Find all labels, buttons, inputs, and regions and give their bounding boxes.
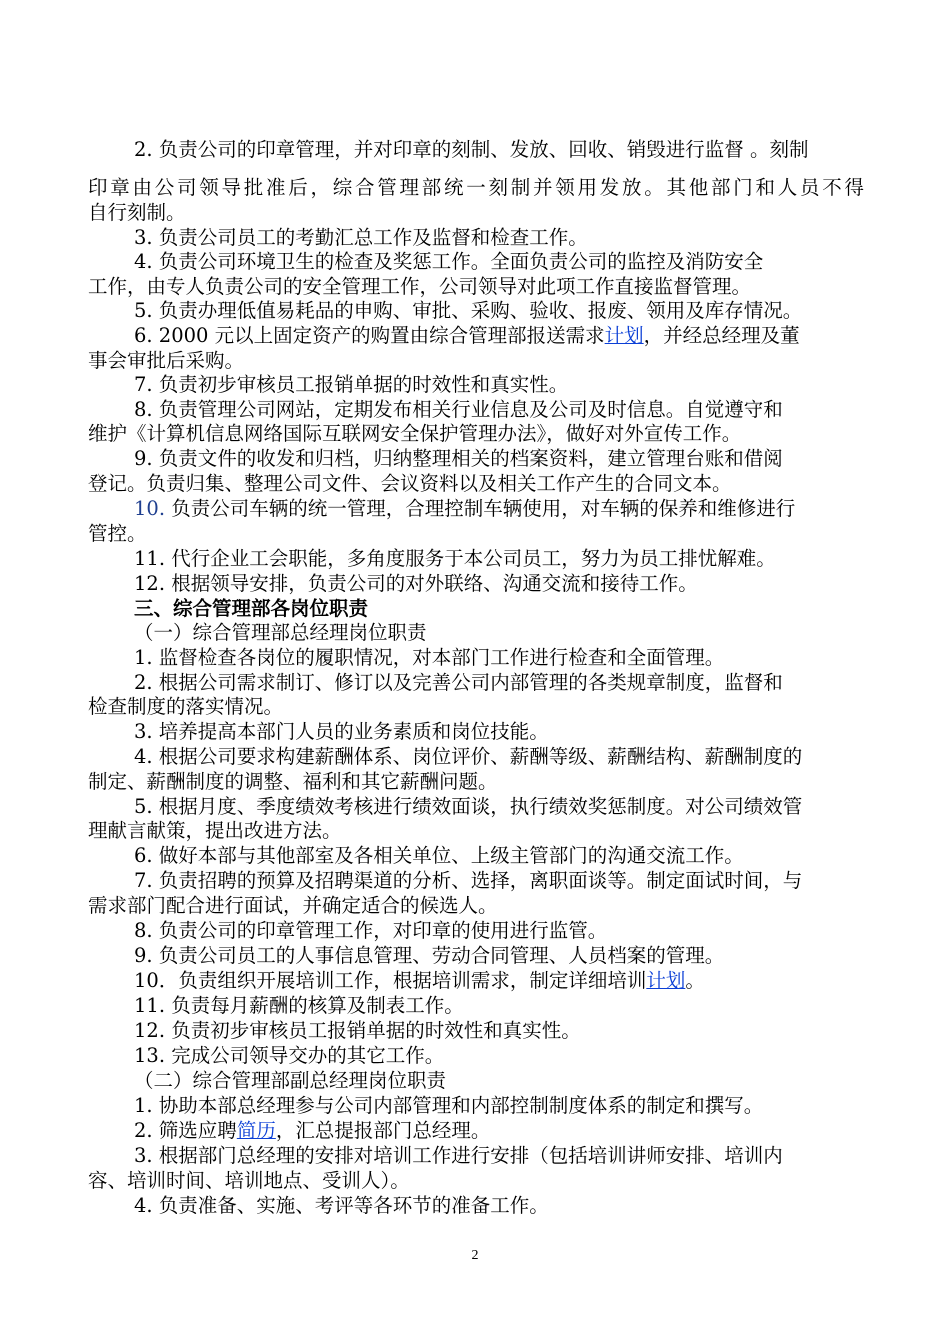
- paragraph-line: 7. 负责招聘的预算及招聘渠道的分析、选择，离职面谈等。制定面试时间，与: [134, 869, 803, 892]
- paragraph-line: 7. 负责初步审核员工报销单据的时效性和真实性。: [134, 373, 569, 396]
- paragraph-line: 8. 负责管理公司网站，定期发布相关行业信息及公司及时信息。自觉遵守和: [134, 398, 783, 421]
- paragraph-line: [0, 968, 950, 994]
- paragraph-line: 3. 负责公司员工的考勤汇总工作及监督和检查工作。: [134, 226, 588, 249]
- text-segment: 负责公司车辆的统一管理，合理控制车辆使用，对车辆的保养和维修进行: [165, 497, 796, 520]
- text-segment: 2. 筛选应聘: [134, 1119, 237, 1142]
- section-heading: 三、综合管理部各岗位职责: [134, 597, 369, 620]
- plan-link[interactable]: 计划: [646, 969, 686, 992]
- text-segment: 6. 2000 元以上固定资产的购置由综合管理部报送需求: [134, 324, 605, 347]
- paragraph-line: 印章由公司领导批准后，综合管理部统一刻制并领用发放。其他部门和人员不得: [88, 176, 864, 199]
- paragraph-line: 13. 完成公司领导交办的其它工作。: [134, 1044, 445, 1067]
- resume-link[interactable]: 简历: [236, 1119, 276, 1142]
- page-number: 2: [471, 1248, 479, 1263]
- plan-link[interactable]: 计划: [604, 324, 644, 347]
- text-segment: ，汇总提报部门总经理。: [275, 1119, 491, 1142]
- paragraph-line: 维护《计算机信息网络国际互联网安全保护管理办法》，做好对外宣传工作。: [88, 422, 742, 445]
- paragraph-line: 1. 协助本部总经理参与公司内部管理和内部控制制度体系的制定和撰写。: [134, 1094, 764, 1117]
- paragraph-line: 5. 负责办理低值易耗品的申购、审批、采购、验收、报废、领用及库存情况。: [134, 299, 803, 322]
- paragraph-line: 5. 根据月度、季度绩效考核进行绩效面谈，执行绩效奖惩制度。对公司绩效管: [134, 795, 803, 818]
- paragraph-line: 检查制度的落实情况。: [88, 695, 284, 718]
- paragraph-line: 11. 负责每月薪酬的核算及制表工作。: [134, 994, 464, 1017]
- paragraph-line: 自行刻制。: [88, 201, 186, 224]
- paragraph-line: 2. 负责公司的印章管理，并对印章的刻制、发放、回收、销毁进行监督 。刻制: [134, 138, 809, 161]
- subsection-heading: （一）综合管理部总经理岗位职责: [134, 621, 427, 644]
- paragraph-line: 事会审批后采购。: [88, 349, 245, 372]
- paragraph-line: [0, 1118, 950, 1144]
- paragraph-line: 9. 负责文件的收发和归档，归纳整理相关的档案资料，建立管理台账和借阅: [134, 447, 783, 470]
- paragraph-line: 制定、薪酬制度的调整、福利和其它薪酬问题。: [88, 770, 498, 793]
- paragraph-line: 4. 负责准备、实施、考评等各环节的准备工作。: [134, 1194, 549, 1217]
- paragraph-line: 1. 监督检查各岗位的履职情况，对本部门工作进行检查和全面管理。: [134, 646, 725, 669]
- paragraph-line: 8. 负责公司的印章管理工作，对印章的使用进行监管。: [134, 919, 608, 942]
- paragraph-line: 3. 培养提高本部门人员的业务素质和岗位技能。: [134, 720, 549, 743]
- paragraph-line: 6. 做好本部与其他部室及各相关单位、上级主管部门的沟通交流工作。: [134, 844, 744, 867]
- paragraph-line: 容、培训时间、培训地点、受训人）。: [88, 1169, 410, 1192]
- paragraph-line: 工作，由专人负责公司的安全管理工作，公司领导对此项工作直接监督管理。: [88, 275, 752, 298]
- text-segment: ，并经总经理及董: [643, 324, 800, 347]
- text-segment: 10．负责组织开展培训工作，根据培训需求，制定详细培训: [134, 969, 647, 992]
- paragraph-line: 需求部门配合进行面试，并确定适合的候选人。: [88, 894, 498, 917]
- subsection-heading: （二）综合管理部副总经理岗位职责: [134, 1069, 447, 1092]
- paragraph-line: 4. 根据公司要求构建薪酬体系、岗位评价、薪酬等级、薪酬结构、薪酬制度的: [134, 745, 803, 768]
- paragraph-line: 2. 根据公司需求制订、修订以及完善公司内部管理的各类规章制度，监督和: [134, 671, 783, 694]
- item-number: 10.: [134, 497, 166, 520]
- paragraph-line: [0, 323, 950, 349]
- paragraph-line: 12. 负责初步审核员工报销单据的时效性和真实性。: [134, 1019, 581, 1042]
- paragraph-line: 登记。负责归集、整理公司文件、会议资料以及相关工作产生的合同文本。: [88, 472, 732, 495]
- text-segment: 。: [685, 969, 705, 992]
- paragraph-line: 9. 负责公司员工的人事信息管理、劳动合同管理、人员档案的管理。: [134, 944, 725, 967]
- paragraph-line: 12. 根据领导安排，负责公司的对外联络、沟通交流和接待工作。: [134, 572, 698, 595]
- paragraph-line: 理献言献策，提出改进方法。: [88, 819, 342, 842]
- paragraph-line: [0, 496, 950, 522]
- paragraph-line: 4. 负责公司环境卫生的检查及奖惩工作。全面负责公司的监控及消防安全: [134, 250, 764, 273]
- paragraph-line: 管控。: [88, 522, 147, 545]
- paragraph-line: 11. 代行企业工会职能，多角度服务于本公司员工，努力为员工排忧解难。: [134, 547, 776, 570]
- paragraph-line: 3. 根据部门总经理的安排对培训工作进行安排（包括培训讲师安排、培训内: [134, 1144, 783, 1167]
